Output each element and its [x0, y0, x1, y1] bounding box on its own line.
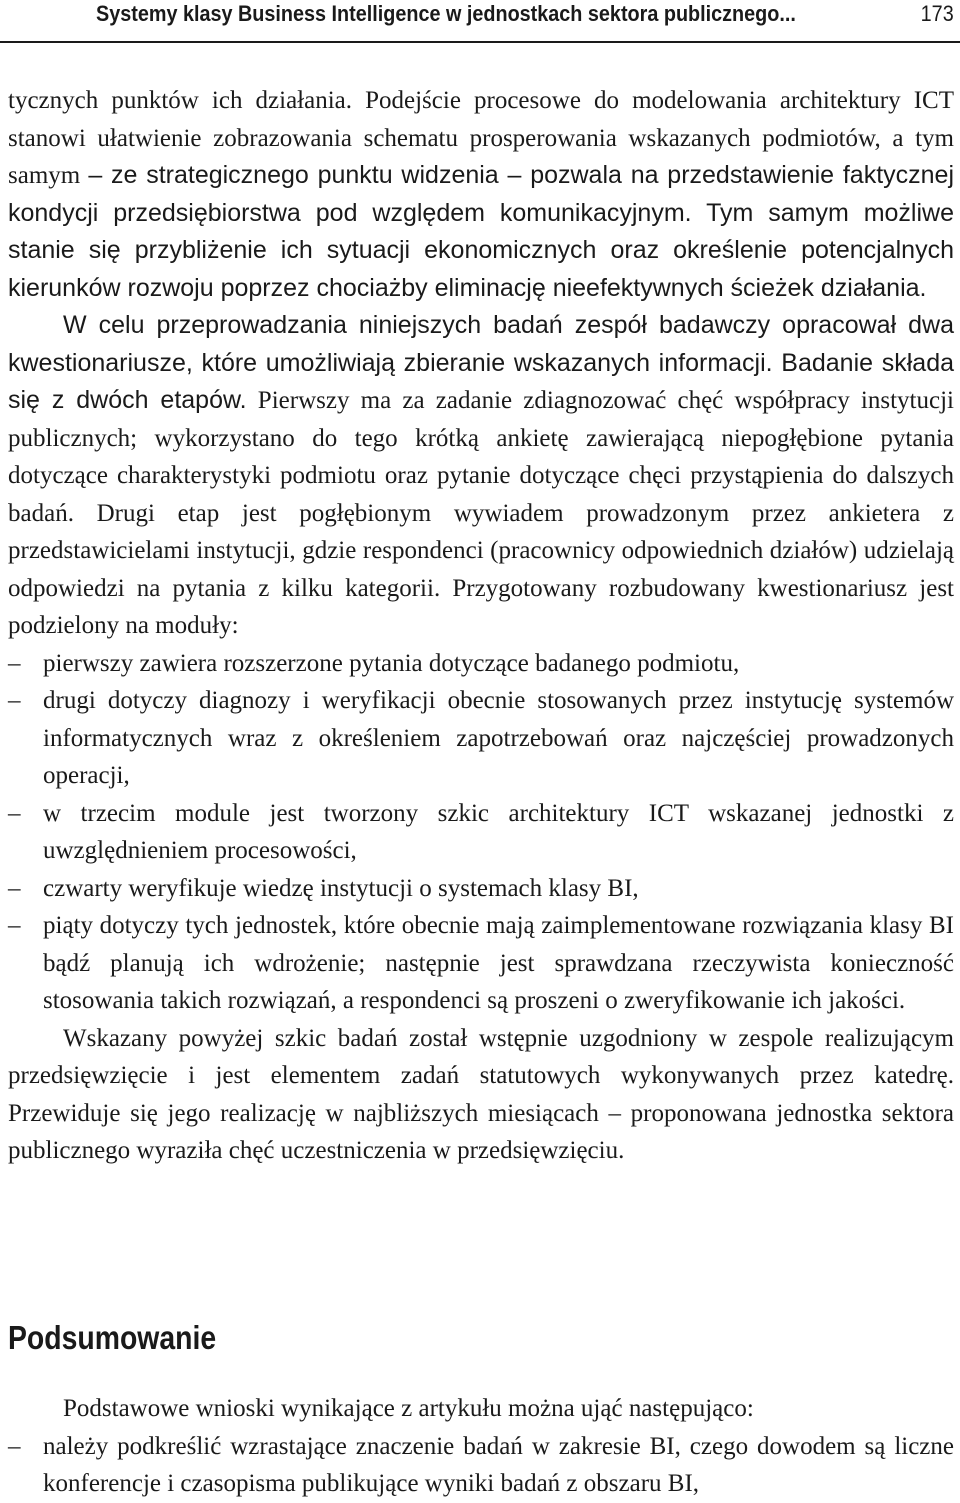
dash-marker: –: [8, 874, 21, 902]
dash-marker: –: [8, 799, 21, 827]
list-item: [8, 682, 954, 795]
summary-section: [8, 1390, 954, 1503]
list-item: [8, 870, 954, 908]
list-item-text: w trzecim module jest tworzony szkic architektury ICT wskazanej jednostki z uwzględnieniem procesowości,: [43, 799, 954, 864]
list-item-text: pierwszy zawiera rozszerzone pytania dotyczące badanego podmiotu,: [43, 649, 740, 677]
paragraph-research-text-a: W celu przeprowadzania niniejszych badań zespół badawczy opracował dwa kwestionariusze, które umożliwiają zbieranie wskazanych informacji. Badanie składa się z dwóch etapów.: [8, 311, 954, 414]
paragraph-method: [8, 82, 954, 307]
paragraph-plan: Wskazany powyżej szkic badań został wstępnie uzgodniony w zespole realizującym przedsięwzięcie i jest elementem zadań statutowych wykonywanych przez katedrę. Przewiduje się jego realizację w najbliższych miesiącach – proponowana jednostka sektora publicznego wyraziła chęć uczestniczenia w przedsięwzięciu.: [8, 1024, 954, 1164]
paragraph-method-text-b: – ze strategicznego punktu widzenia – pozwala na przedstawienie faktycznej kondycji przedsiębiorstwa pod względem komunikacyjnym. Tym samym możliwe stanie się przybliżenie ich sytuacji ekonomicznych oraz określenie potencjalnych kierunków rozwoju poprzez chociażby eliminację nieefektywnych ścieżek działania.: [8, 161, 955, 302]
paragraph-research: [8, 307, 954, 645]
page-number: 173: [920, 1, 954, 26]
paragraph-research-text-b: Pierwszy ma za zadanie zdiagnozować chęć współpracy instytucji publicznych; wykorzystano do tego krótką ankietę zawierającą niepogłębione pytania dotyczące charakterystyki podmiotu oraz pytanie dotyczące chęci przystąpienia do dalszych badań. Drugi etap jest pogłębionym wywiadem prowadzonym przez ankietera z przedstawicielami instytucji, gdzie respondenci (pracownicy odpowiednich działów) udzielają odpowiedzi na pytania z kilku kategorii. Przygotowany rozbudowany kwestionariusz jest podzielony na moduły:: [8, 387, 954, 639]
list-item-text: piąty dotyczy tych jednostek, które obecnie mają zaimplementowane rozwiązania klasy BI bądź planują ich wdrożenie; następnie jest sprawdzana rzeczywista konieczność stosowania takich rozwiązań, a respondenci są proszeni o zweryfikowanie ich jakości.: [43, 912, 954, 1014]
header-rule: [0, 41, 960, 43]
main-body: [8, 82, 954, 1170]
paragraph-method-text-a: tycznych punktów ich działania. Podejście procesowe do modelowania architektury ICT stanowi ułatwienie zobrazowania schematu prosperowania wskazanych podmiotów, a tym samym: [8, 87, 954, 189]
list-item: [8, 907, 954, 1020]
modules-list: [8, 645, 954, 1020]
list-item-text: należy podkreślić wzrastające znaczenie badań w zakresie BI, czego dowodem są liczne konferencje i czasopisma publikujące wyniki badań z obszaru BI,: [43, 1432, 954, 1497]
dash-marker: –: [8, 687, 21, 714]
list-item: [8, 795, 954, 870]
running-header-title: Systemy klasy Business Intelligence w jednostkach sektora publicznego...: [96, 1, 796, 26]
list-item-text: drugi dotyczy diagnozy i weryfikacji obecnie stosowanych przez instytucję systemów informatycznych wraz z określeniem zapotrzebowań oraz najczęściej prowadzonych operacji,: [43, 687, 954, 789]
list-item: [8, 1428, 954, 1503]
summary-list: [8, 1428, 954, 1503]
section-heading: Podsumowanie: [8, 1319, 217, 1356]
list-item: [8, 645, 954, 683]
dash-marker: –: [8, 912, 21, 939]
summary-intro: Podstawowe wnioski wynikające z artykułu można ująć następująco:: [63, 1395, 754, 1422]
dash-marker: –: [8, 1432, 21, 1460]
dash-marker: –: [8, 649, 21, 677]
running-header: [0, 0, 960, 44]
list-item-text: czwarty weryfikuje wiedzę instytucji o systemach klasy BI,: [43, 874, 639, 902]
